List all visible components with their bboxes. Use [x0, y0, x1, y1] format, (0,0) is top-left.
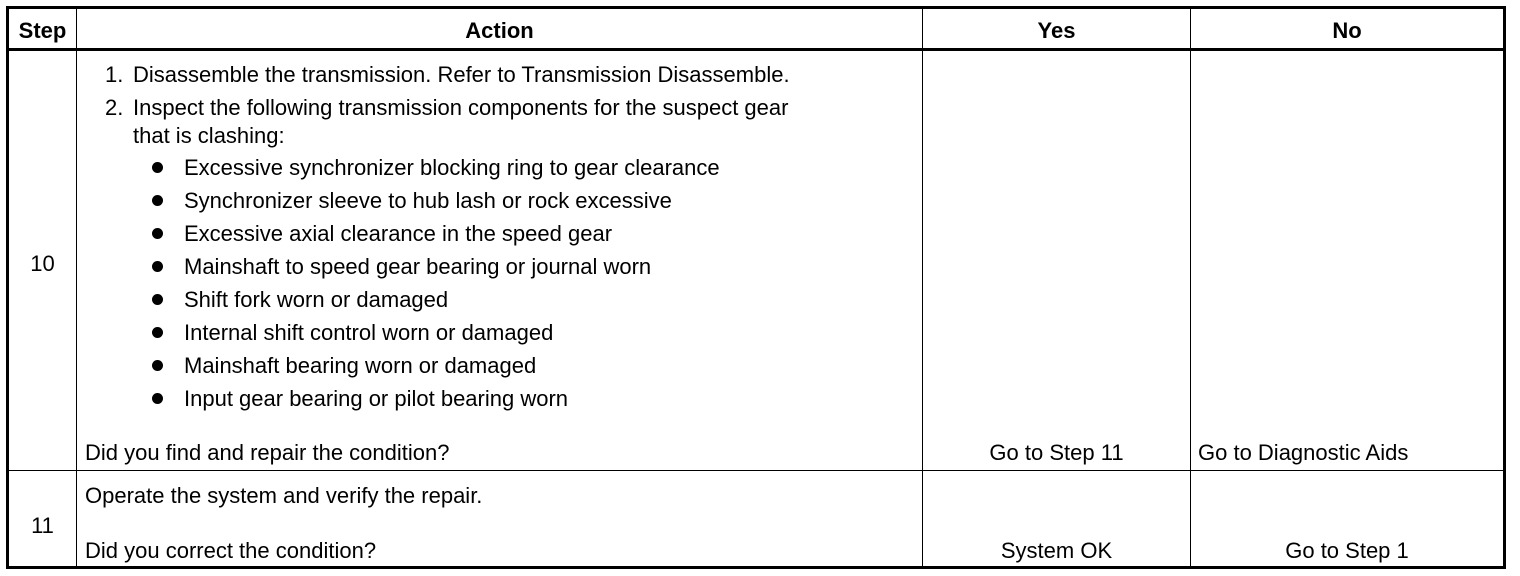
yes-link[interactable]: Go to Step 11: [989, 440, 1124, 465]
list-item: Excessive synchronizer blocking ring to gear clearance: [184, 155, 720, 180]
action-text: Inspect the following transmission components for the suspect gear: [133, 95, 789, 120]
action-text: Disassemble the transmission. Refer to Transmission Disassemble.: [133, 62, 790, 87]
header-no: No: [1332, 18, 1362, 43]
list-item: Mainshaft bearing worn or damaged: [184, 353, 537, 378]
list-item: Input gear bearing or pilot bearing worn: [184, 386, 569, 411]
list-item: Synchronizer sleeve to hub lash or rock excessive: [184, 188, 672, 213]
no-link[interactable]: Go to Step 1: [1285, 538, 1409, 563]
list-item: Excessive axial clearance in the speed gear: [184, 221, 613, 246]
list-item: Mainshaft to speed gear bearing or journal worn: [184, 254, 652, 279]
yes-link[interactable]: System OK: [1000, 538, 1113, 563]
header-action: Action: [465, 18, 534, 43]
bullet-icon: [152, 261, 163, 272]
column-divider: [1190, 9, 1191, 566]
bullet-icon: [152, 162, 163, 173]
header-step: Step: [18, 18, 67, 43]
bullet-icon: [152, 228, 163, 239]
list-item: Shift fork worn or damaged: [184, 287, 449, 312]
column-divider: [76, 9, 77, 566]
no-link[interactable]: Go to Diagnostic Aids: [1198, 440, 1409, 465]
action-text: that is clashing:: [133, 123, 285, 148]
bullet-icon: [152, 327, 163, 338]
bullet-icon: [152, 393, 163, 404]
header-yes: Yes: [1037, 18, 1076, 43]
bullet-icon: [152, 360, 163, 371]
list-number: 2.: [105, 95, 124, 120]
list-item: Internal shift control worn or damaged: [184, 320, 554, 345]
step-number: 10: [30, 251, 55, 276]
bullet-icon: [152, 195, 163, 206]
question-text: Did you correct the condition?: [85, 538, 377, 563]
diagnostic-table: [6, 6, 1506, 569]
action-text: Operate the system and verify the repair.: [85, 483, 483, 508]
list-number: 1.: [105, 62, 124, 87]
bullet-icon: [152, 294, 163, 305]
step-number: 11: [31, 513, 54, 538]
question-text: Did you find and repair the condition?: [85, 440, 450, 465]
header-divider: [9, 48, 1503, 51]
column-divider: [922, 9, 923, 566]
row-divider: [9, 470, 1503, 471]
